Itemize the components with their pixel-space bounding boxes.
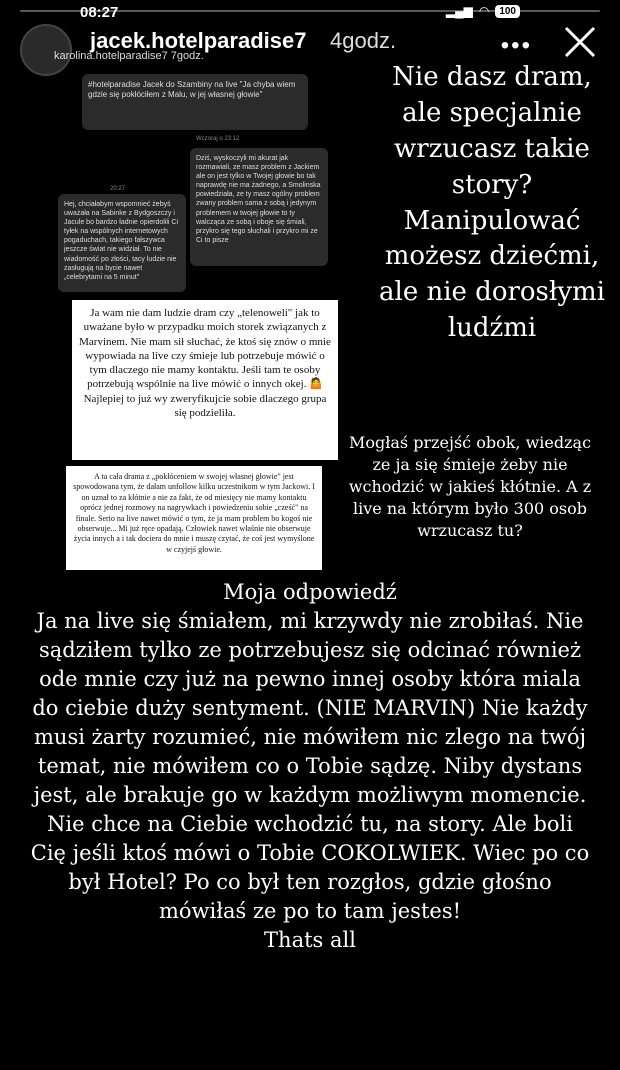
message-timestamp: 20:27 (110, 186, 126, 192)
inner-post-caption: #hotelparadise Jacek do Szambiny na live "Ja chyba wiem gdzie się pokłóciłem z Malu, w jej własnej głowie" (82, 74, 308, 130)
message-right: Dziś, wyskoczyli mi akurat jak rozmawiali, ze masz problem z Jackiem ale on jest tylko w Twojej głowie bo tak naprawdę nie ma żadnego, a Smolinska powiedziała, ze ty masz ogólny problem zwany problem sama z sobą i jedynym problemem w twojej głowie to ty walcząca ze sobą i oboje się śmiali, przykro się tego słuchali i przykro mi ze Ci to pisze (190, 148, 328, 266)
story-note-2: A ta cała drama z „pokłóceniem w swojej własnej głowie" jest spowodowana tym, że dałam unfollow kilku uczestnikom w tym Jackowi. I on uznał to za kłótnie a nie za fakt, że od miesięcy nie mamy kontaktu oprócz jednej rozmowy na nagrywkach i powiedzeniu sobie „cześć" na finale. Serio na live nawet mówić o tym, że ja mam problem bo kogoś nie obserwuje... Mi już ręce opadają. Człowiek nawet właśnie nie obserwuje życia innych a i tak dociera do mnie i muszę czytać, że coś jest wymyślone w czyjejś głowie. (66, 466, 322, 570)
reply-heading: Moja odpowiedź (223, 580, 397, 604)
more-options-icon[interactable]: ••• (500, 32, 532, 59)
status-icons (446, 4, 520, 18)
reply-sign-off: Thats all (264, 927, 356, 952)
battery-icon: 100 (495, 5, 520, 18)
reply-text-large: Nie dasz dram, ale specjalnie wrzucasz takie story? Manipulować możesz dziećmi, ale nie dorosłymi ludźmi (379, 62, 605, 344)
reply-text-small: Mogłaś przejść obok, wiedząc ze ja się śmieje żeby nie wchodzić w jakieś kłótnie. A z live na którym było 300 osob wrzucasz tu? (348, 433, 592, 541)
wifi-icon: ◠ (478, 4, 490, 18)
story-username[interactable]: jacek.hotelparadise7 (90, 28, 307, 53)
message-timestamp: Wczoraj o 23:12 (196, 136, 240, 142)
signal-icon: ▂▄▆ (445, 4, 473, 18)
inner-post-author: karolina.hotelparadise7 7godz. (54, 50, 204, 62)
close-icon[interactable] (560, 22, 600, 62)
story-note-1: Ja wam nie dam ludzie dram czy „telenoweli" jak to uważane było w przypadku moich storek związanych z Marvinem. Nie mam sił słuchać, że ktoś się znów o mnie wypowiada na live czy śmieje lub potrzebuje mówić o tym dlaczego nie mamy kontaktu. Jeśli tam te osoby potrzebują wspólnie na live mówić o innych okej. 🤷 Najlepiej to już wy zweryfikujcie sobie dlaczego grupa się podzieliła. (72, 300, 338, 460)
reply-body: Ja na live się śmiałem, mi krzywdy nie zrobiłaś. Nie sądziłem tylko ze potrzebujesz się odcinać również ode mnie czy już na pewno innej osoby która miala do ciebie duży sentyment. (NIE MARVIN) Nie każdy musi żarty rozumieć, nie mówiłem nic zlego na twój temat, nie mówiłem co o Tobie sądzę. Niby dystans jest, ale brakuje go w każdym możliwym momencie. Nie chce na Ciebie wchodzić tu, na story. Ale boli Cię jeśli ktoś mówi o Tobie COKOLWIEK. Wiec po co był Hotel? Po co był ten rozgłos, gdzie głośno mówiłaś ze po to tam jestes! (30, 608, 590, 923)
message-left: Hej, chciałabym wspomnieć żebyś uważała na Sabinke z Bydgoszczy i Jacule bo bardzo ładnie opierdolili Ci tyłek na wspólnych internetowych pogaduchach, takiego fałszywca jeszcze świat nie widział. To nie wiadomość po złości, tacy ludzie nie zasługują na bycie nawet „celebrytami na 5 minut" (58, 194, 186, 292)
clock: 08:27 (80, 4, 119, 21)
story-time-ago: 4godz. (330, 28, 397, 53)
reply-block (30, 578, 590, 955)
